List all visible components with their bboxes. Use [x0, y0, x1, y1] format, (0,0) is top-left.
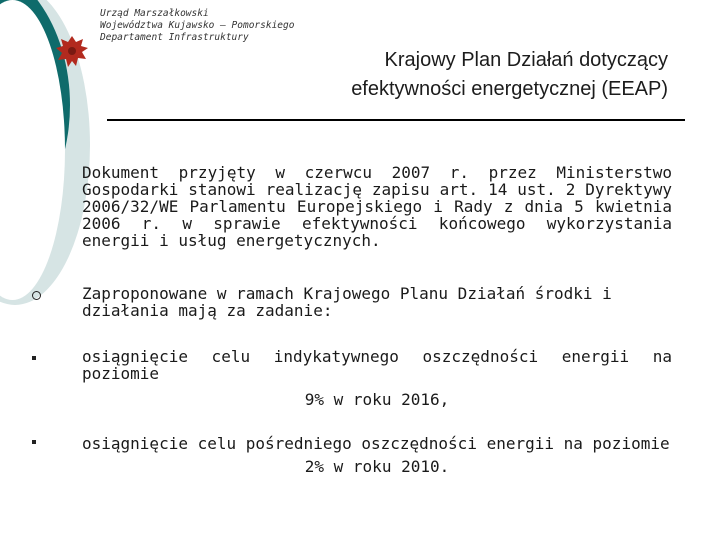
office-line-2: Województwa Kujawsko – Pomorskiego: [100, 20, 295, 31]
paragraph-target-2010: osiągnięcie celu pośredniego oszczędności energii na poziomie: [82, 434, 670, 453]
ring-bullet-icon: [32, 291, 41, 300]
target-2016-value: 9% w roku 2016,: [304, 390, 450, 409]
office-line-3: Departament Infrastruktury: [100, 32, 249, 43]
paragraph-document: Dokument przyjęty w czerwcu 2007 r. przez Ministerstwo Gospodarki stanowi realizację zapisu art. 14 ust. 2 Dyrektywy 2006/32/WE Parlamentu Europejskiego i Rady z dnia 5 kwietnia 2006 r. w sprawie efektywności końcowego wykorzystania energii i usług energetycznych.: [82, 163, 672, 250]
title-line-1: Krajowy Plan Działań dotyczący: [384, 49, 668, 71]
griffin-coat-of-arms-icon: [52, 33, 92, 73]
paragraph-measures: Zaproponowane w ramach Krajowego Planu Działań środki i działania mają za zadanie:: [82, 284, 612, 320]
square-bullet-icon: [32, 356, 36, 360]
square-bullet-icon: [32, 440, 36, 444]
title-divider: [107, 119, 685, 121]
paragraph-target-2016: osiągnięcie celu indykatywnego oszczędności energii na poziomie: [82, 347, 672, 383]
office-line-1: Urząd Marszałkowski: [100, 8, 209, 19]
title-line-2: efektywności energetycznej (EEAP): [351, 78, 668, 100]
office-name: [100, 8, 294, 44]
slide-title: [351, 46, 668, 104]
target-2010-value: 2% w roku 2010.: [304, 457, 450, 476]
